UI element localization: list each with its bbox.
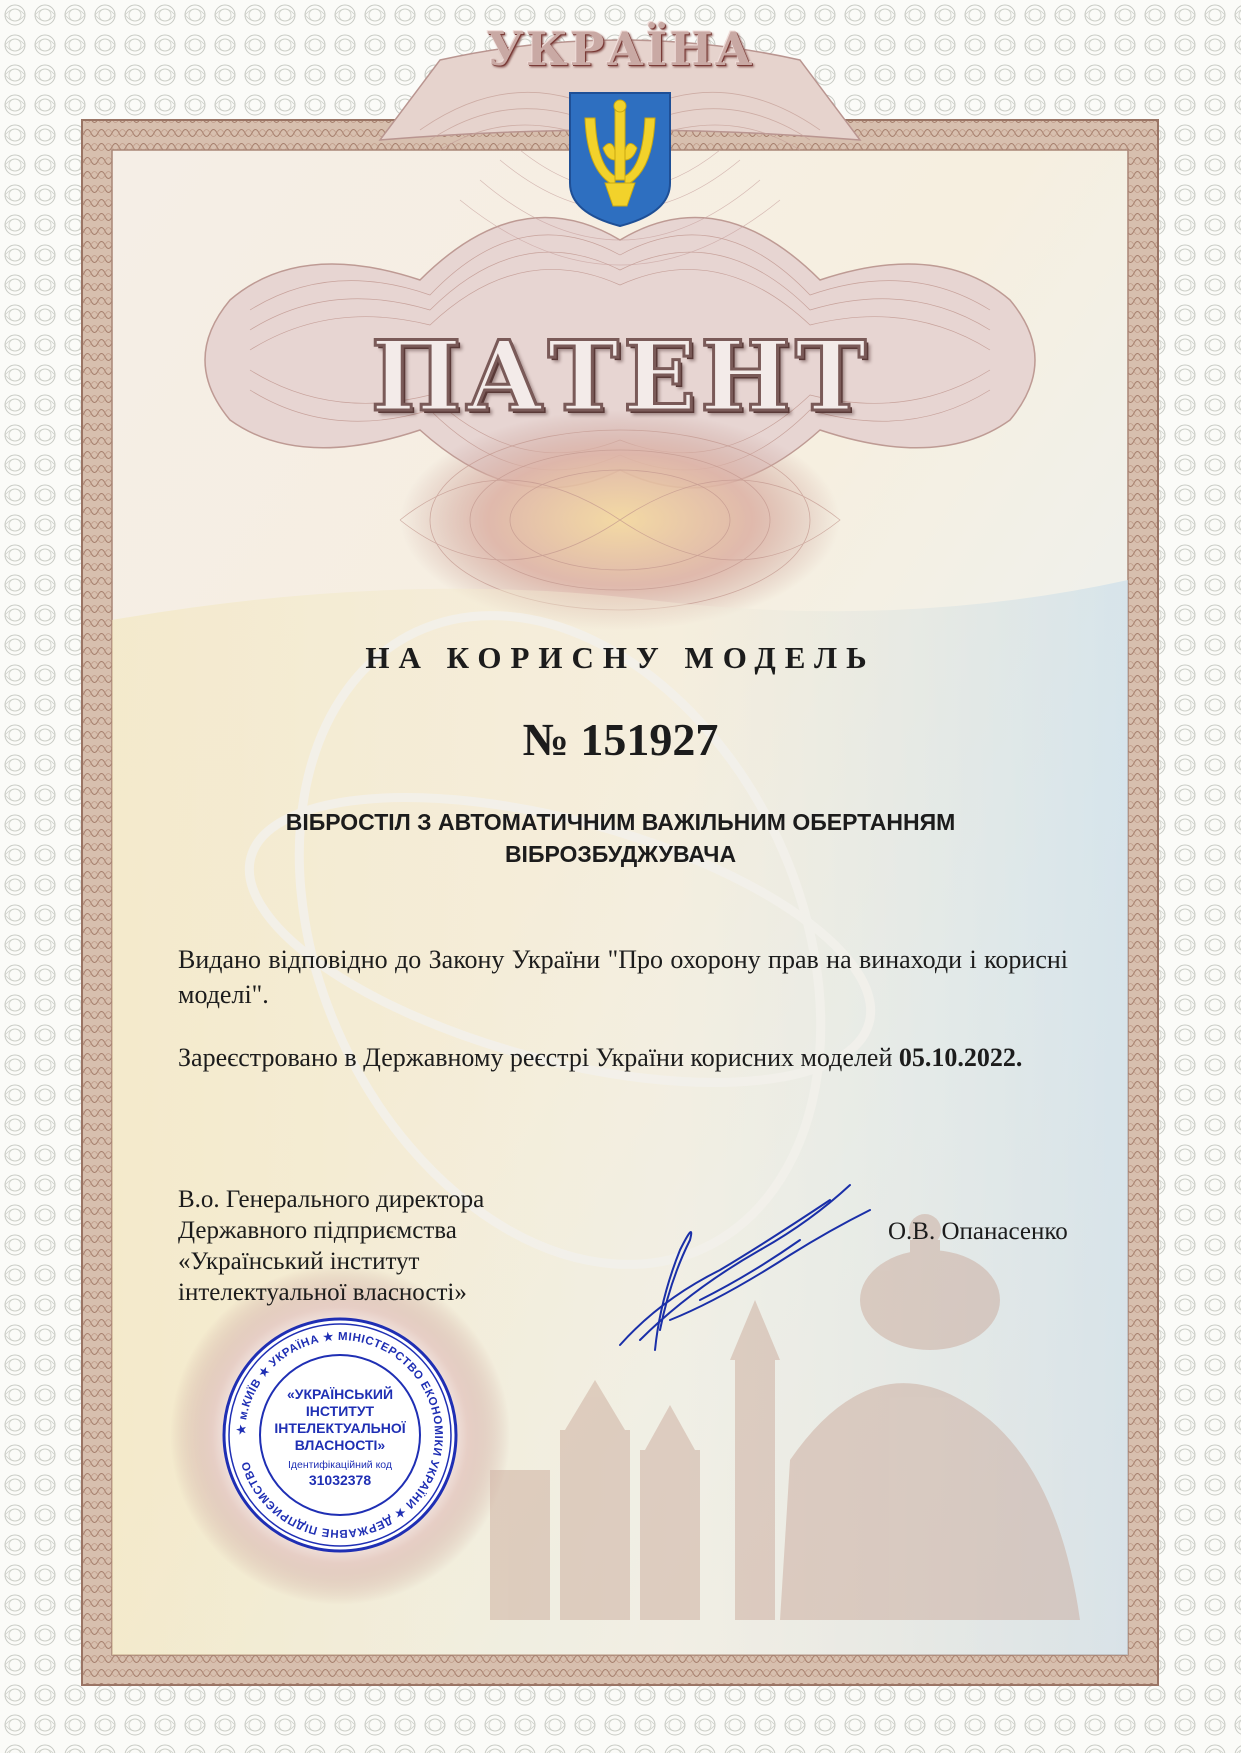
document-title: ПАТЕНТ xyxy=(370,320,871,433)
seal-ring-text: ★ м.КИЇВ ★ УКРАЇНА ★ МІНІСТЕРСТВО ЕКОНОМІКИ УКРАЇНИ ★ ДЕРЖАВНЕ ПІДПРИЄМСТВО xyxy=(235,1330,445,1540)
official-seal xyxy=(220,1315,460,1555)
registration-statement xyxy=(178,1040,1068,1075)
signatory-position-line: «Український інститут xyxy=(178,1248,420,1275)
signatory-position-line: інтелектуальної власності» xyxy=(178,1279,467,1306)
registration-text: Зареєстровано в Державному реєстрі України корисних моделей xyxy=(178,1043,893,1072)
utility-model-title-line-1: ВІБРОСТІЛ З АВТОМАТИЧНИМ ВАЖІЛЬНИМ ОБЕРТАННЯМ xyxy=(285,809,956,835)
seal-line: Ідентифікаційний код xyxy=(287,1459,393,1471)
registration-date: 05.10.2022. xyxy=(898,1043,1023,1072)
seal-line: ІНСТИТУТ xyxy=(305,1403,375,1419)
signatory-position-line: Державного підприємства xyxy=(178,1217,457,1244)
handwritten-signature xyxy=(600,1180,890,1370)
issued-statement: Видано відповідно до Закону України "Про охорону прав на винаходи і корисні моделі". xyxy=(178,945,1068,1009)
signatory-position xyxy=(178,1184,578,1308)
seal-line: ІНТЕЛЕКТУАЛЬНОЇ xyxy=(274,1420,406,1436)
patent-number: № 151927 xyxy=(522,714,719,765)
grant-subject: НА КОРИСНУ МОДЕЛЬ xyxy=(365,640,876,675)
seal-line: 31032378 xyxy=(308,1472,372,1488)
signatory-position-line: В.о. Генерального директора xyxy=(178,1186,485,1213)
signatory-name: О.В. Опанасенко xyxy=(888,1218,1068,1245)
seal-line: ВЛАСНОСТІ» xyxy=(294,1437,386,1453)
ukraine-emblem-icon xyxy=(565,88,675,230)
seal-line: «УКРАЇНСЬКИЙ xyxy=(286,1386,394,1402)
utility-model-title xyxy=(150,806,1091,870)
country-name: УКРАЇНА xyxy=(486,22,755,76)
utility-model-title-line-2: ВІБРОЗБУДЖУВАЧА xyxy=(504,841,737,867)
